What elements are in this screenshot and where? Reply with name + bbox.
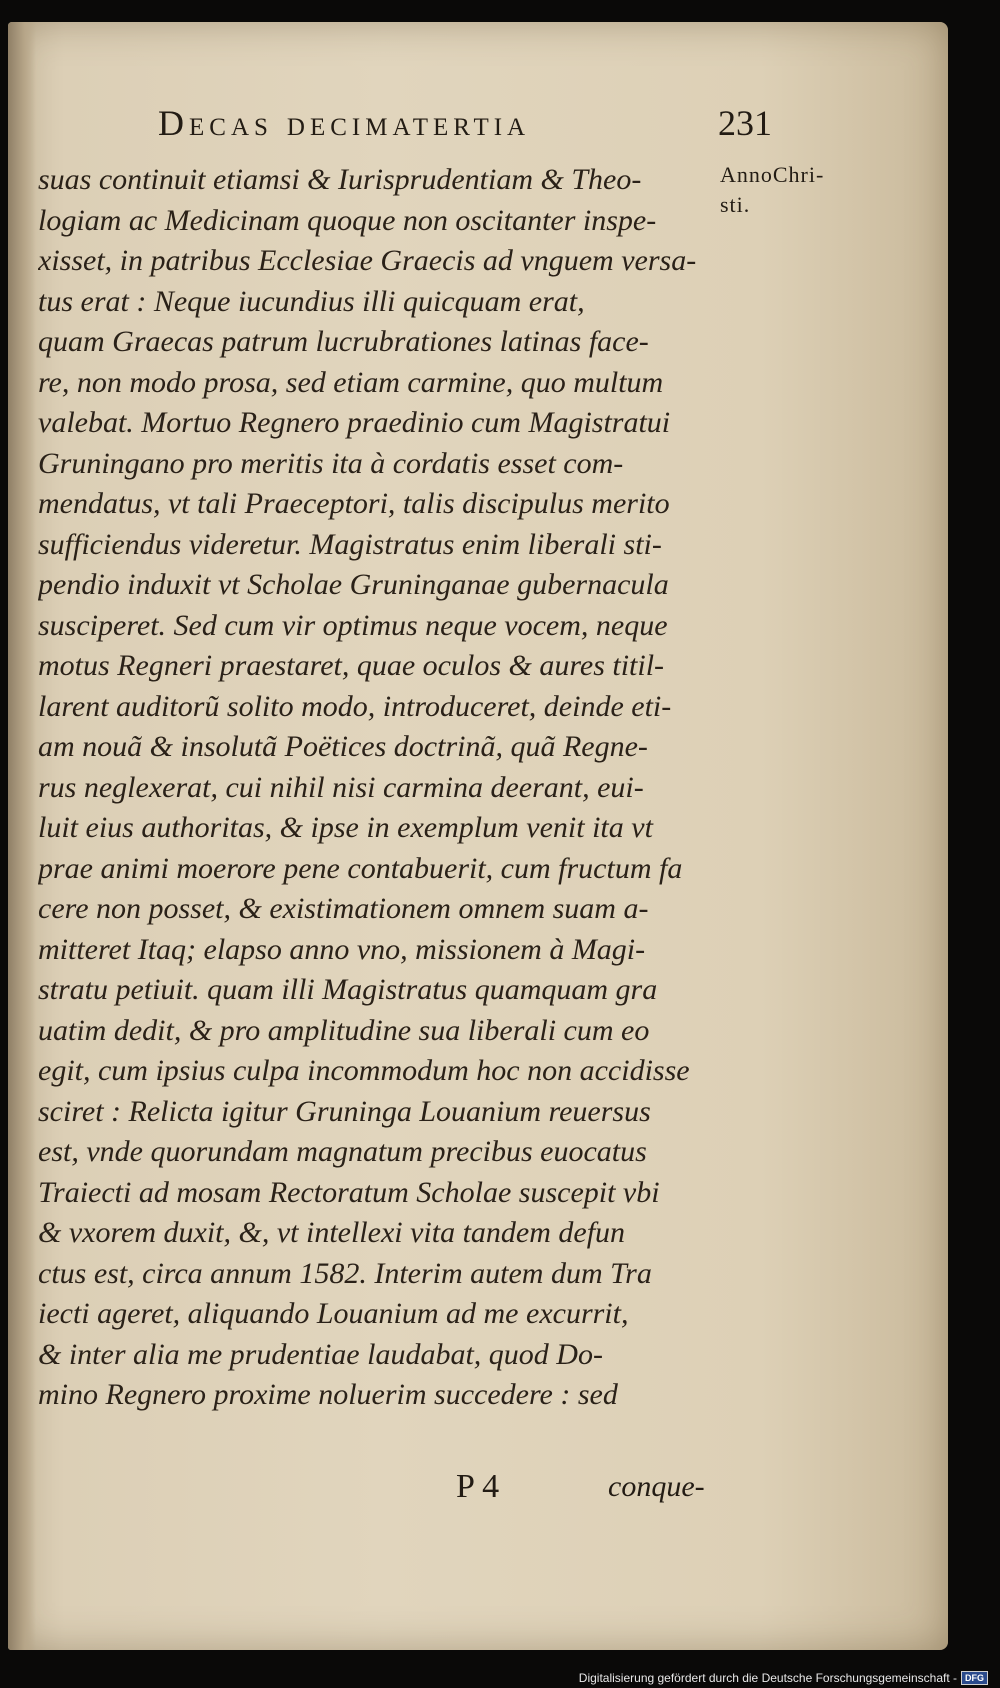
dfg-logo: DFG [961,1671,988,1685]
page-gutter [8,22,36,1650]
margin-note [720,160,900,220]
text-line: egit, cum ipsius culpa incommodum hoc non accidisse [38,1054,690,1087]
text-line: est, vnde quorundam magnatum precibus euocatus [38,1135,647,1168]
text-line: iecti ageret, aliquando Louanium ad me excurrit, [38,1297,629,1330]
text-line: re, non modo prosa, sed etiam carmine, quo multum [38,365,664,399]
text-line: mendatus, vt tali Praeceptori, talis discipulus merito [38,487,670,520]
text-line: rus neglexerat, cui nihil nisi carmina deerant, eui- [38,770,644,804]
page-number: 231 [718,103,772,143]
signature-mark: P 4 [456,1468,500,1505]
text-line: ctus est, circa annum 1582. Interim autem dum Tra [38,1256,652,1290]
text-line: mino Regnero proxime noluerim succedere : sed [38,1378,618,1411]
text-line: pendio induxit vt Scholae Gruninganae gubernacula [38,568,669,601]
margin-note-line: sti. [720,192,751,217]
text-line: uatim dedit, & pro amplitudine sua liberali cum eo [38,1013,650,1047]
text-line: valebat. Mortuo Regnero praedinio cum Magistratui [38,406,671,439]
text-line: Traiecti ad mosam Rectoratum Scholae suscepit vbi [38,1175,660,1209]
text-line: larent auditorũ solito modo, introduceret, deinde eti- [38,689,672,723]
text-line: quam Graecas patrum lucrubrationes latinas face- [38,325,649,358]
text-line: xisset, in patribus Ecclesiae Graecis ad vnguem versa- [38,244,697,277]
text-line: tus erat : Neque iucundius illi quicquam erat, [38,284,585,318]
book-page [8,22,948,1650]
text-line: suas continuit etiamsi & Iurisprudentiam & Theo- [38,163,642,196]
text-line: mitteret Itaq; elapso anno vno, missionem à Magi- [38,932,646,966]
text-line: sufficiendus videretur. Magistratus enim liberali sti- [38,527,662,561]
text-line: sciret : Relicta igitur Gruninga Louanium reuersus [38,1094,651,1128]
text-line: prae animi moerore pene contabuerit, cum fructum fa [38,851,683,885]
text-line: luit eius authoritas, & ipse in exemplum venit ita vt [38,811,653,844]
text-line: logiam ac Medicinam quoque non oscitanter inspe- [38,203,657,237]
margin-note-line: AnnoChri- [720,162,825,187]
footer-credit [579,1671,988,1685]
text-line: & vxorem duxit, &, vt intellexi vita tandem defun [38,1216,626,1249]
body-text [38,160,728,1416]
text-line: motus Regneri praestaret, quae oculos & aures titil- [38,649,665,682]
catchword: conque- [608,1470,705,1503]
text-line: am nouã & insolutã Poëtices doctrinã, quã Regne- [38,730,648,763]
text-line: stratu petiuit. quam illi Magistratus quamquam gra [38,973,658,1006]
footer-credit-text: Digitalisierung gefördert durch die Deutsche Forschungsgemeinschaft - [578,1671,957,1685]
running-head: Decas decimatertia [158,103,531,143]
text-line: & inter alia me prudentiae laudabat, quod Do- [38,1337,603,1371]
text-line: susciperet. Sed cum vir optimus neque vocem, neque [38,608,668,642]
text-line: Gruningano pro meritis ita à cordatis esset com- [38,446,624,480]
text-line: cere non posset, & existimationem omnem suam a- [38,892,649,925]
